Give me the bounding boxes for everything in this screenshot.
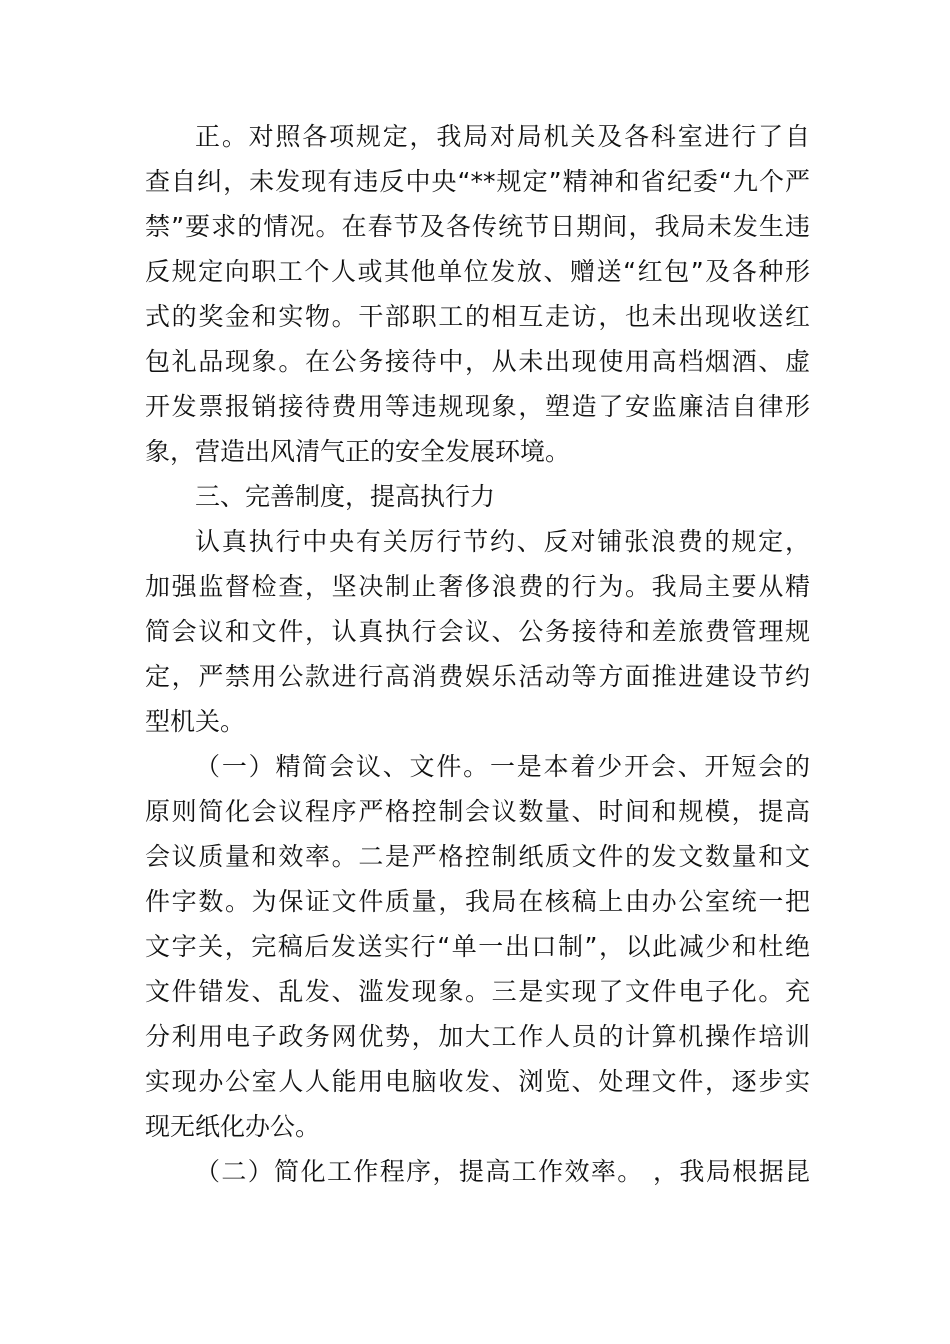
text-line: （一）精简会议、文件。一是本着少开会、开短会的 [195,752,810,781]
text-line: 现无纸化办公。 [145,1112,321,1141]
text-line: 查自纠，未发现有违反中央“**规定”精神和省纪委“九个严 [145,167,810,196]
text-line: 文字关，完稿后发送实行“单一出口制”，以此减少和杜绝 [145,932,810,961]
text-line: 原则简化会议程序严格控制会议数量、时间和规模，提高 [145,797,810,826]
text-line: 认真执行中央有关厉行节约、反对铺张浪费的规定， [195,527,810,556]
text-line: 文件错发、乱发、滥发现象。三是实现了文件电子化。充 [145,977,810,1006]
text-line: 象，营造出风清气正的安全发展环境。 [145,437,571,466]
document-body [145,114,810,1194]
text-line: 式的奖金和实物。干部职工的相互走访，也未出现收送红 [145,302,810,331]
text-line: 件字数。为保证文件质量，我局在核稿上由办公室统一把 [145,887,810,916]
text-line: 反规定向职工个人或其他单位发放、赠送“红包”及各种形 [145,257,810,286]
text-line: 简会议和文件，认真执行会议、公务接待和差旅费管理规 [145,617,810,646]
text-line: 禁”要求的情况。在春节及各传统节日期间，我局未发生违 [145,212,810,241]
text-line: 加强监督检查，坚决制止奢侈浪费的行为。我局主要从精 [145,572,810,601]
text-line: 会议质量和效率。二是严格控制纸质文件的发文数量和文 [145,842,810,871]
text-line: 型机关。 [145,707,246,736]
text-line: 定，严禁用公款进行高消费娱乐活动等方面推进建设节约 [145,662,810,691]
text-line: 开发票报销接待费用等违规现象，塑造了安监廉洁自律形 [145,392,810,421]
text-line: 实现办公室人人能用电脑收发、浏览、处理文件，逐步实 [145,1067,810,1096]
text-line: 分利用电子政务网优势，加大工作人员的计算机操作培训 [145,1022,810,1051]
section-heading: 三、完善制度，提高执行力 [195,482,496,511]
text-line: 正。对照各项规定，我局对局机关及各科室进行了自 [195,122,810,151]
text-line: 包礼品现象。在公务接待中，从未出现使用高档烟酒、虚 [145,347,810,376]
text-line: （二）简化工作程序，提高工作效率。 ，我局根据昆 [195,1157,810,1186]
